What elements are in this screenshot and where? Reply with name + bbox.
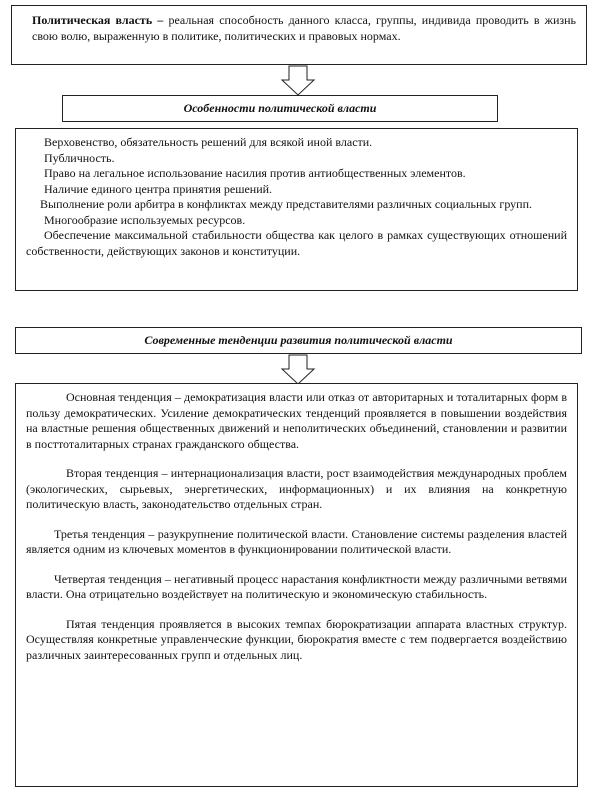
down-arrow-icon <box>281 66 315 96</box>
down-arrow-icon <box>281 355 315 385</box>
trends-box <box>15 383 578 787</box>
feature-item: Выполнение роли арбитра в конфликтах между представителями различных социальных групп. <box>40 197 533 211</box>
trend-item: Основная тенденция – демократизация власти или отказ от авторитарных и тоталитарных форм в пользу демократических. Усиление демократических тенденций проявляется в повышении воздействия на властные решения общественных движений и неполитических объединений, становлении и развитии в посттоталитарных странах гражданского общества. <box>26 390 567 451</box>
features-box <box>15 128 578 291</box>
trends-title-box <box>15 327 582 354</box>
definition-box <box>11 5 587 65</box>
feature-item: Обеспечение максимальной стабильности общества как целого в рамках существующих отношений собственности, действующих законов и конституции. <box>26 228 567 258</box>
trend-item: Пятая тенденция проявляется в высоких темпах бюрократизации аппарата властных структур. Осуществляя конкретные управленческие функции, бюрократия вместе с тем подвергается воздействию различных заинтересованных групп и отдельных лиц. <box>26 616 567 662</box>
trend-item: Четвертая тенденция – негативный процесс нарастания конфликтности между различными ветвями власти. Она отрицательно воздействует на политическую и экономическую стабильность. <box>26 571 567 601</box>
features-title-box <box>62 95 498 122</box>
feature-item: Право на легальное использование насилия против антиобщественных элементов. <box>44 166 466 180</box>
definition-term: Политическая власть – <box>32 13 164 27</box>
trend-item: Вторая тенденция – интернационализация власти, рост взаимодействия международных проблем (экологических, сырьевых, энергетических, информационных) и их влияния на конкретную политическую власть, законодательство отдельных стран. <box>26 466 567 511</box>
features-title: Особенности политической власти <box>183 101 377 115</box>
feature-item: Публичность. <box>44 150 115 165</box>
trends-title: Современные тенденции развития политической власти <box>144 333 453 347</box>
trend-item: Третья тенденция – разукрупнение политической власти. Становление системы разделения властей является одним из ключевых моментов в функционировании политической власти. <box>26 526 567 556</box>
definition-body: реальная способность данного класса, группы, индивида проводить в жизнь свою волю, выраженную в политике, политических и правовых нормах. <box>32 13 576 43</box>
feature-item: Многообразие используемых ресурсов. <box>44 212 246 227</box>
feature-item: Наличие единого центра принятия решений. <box>44 181 273 196</box>
definition-text <box>32 13 576 44</box>
feature-item: Верховенство, обязательность решений для всякой иной власти. <box>44 135 373 149</box>
